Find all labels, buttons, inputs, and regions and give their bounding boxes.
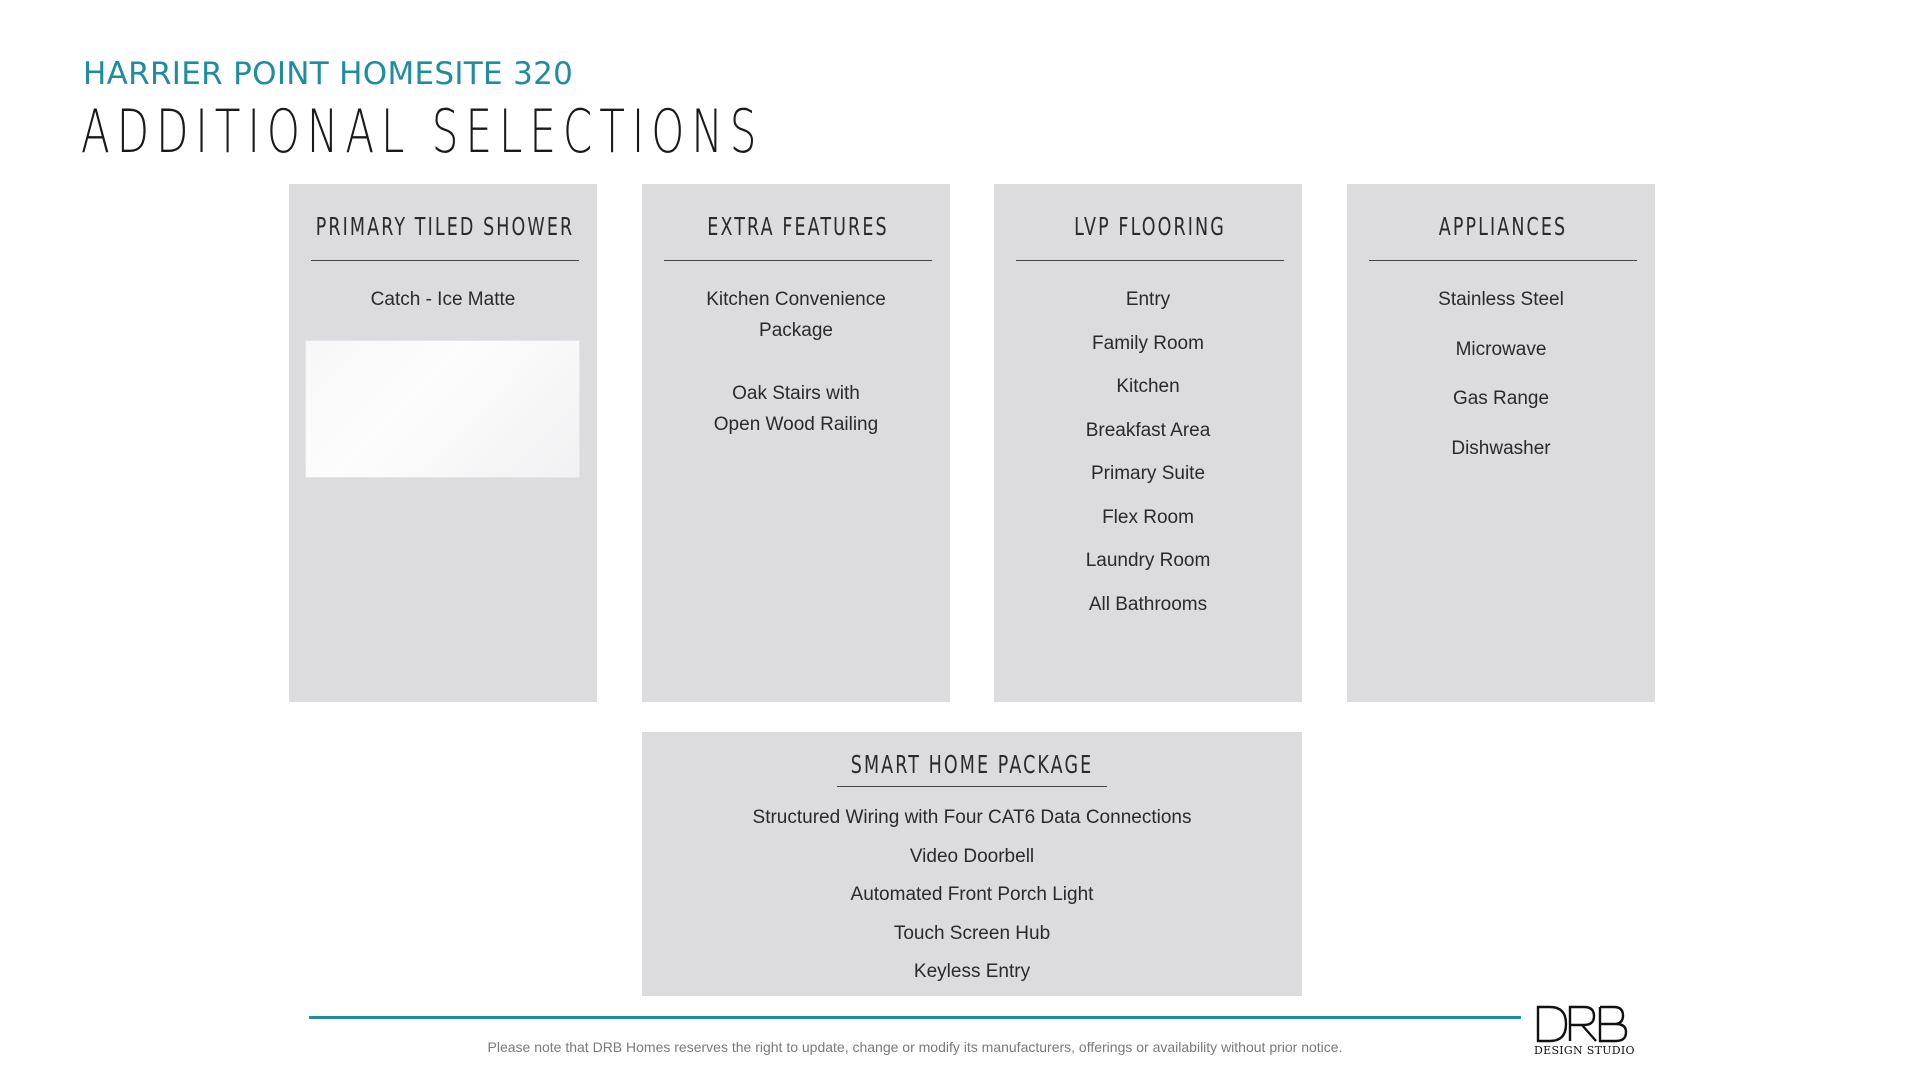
list-item: Keyless Entry bbox=[913, 961, 1031, 982]
panel-primary-tiled-shower bbox=[289, 184, 597, 702]
tile-swatch-image bbox=[305, 340, 580, 478]
list-item: Flex Room bbox=[1102, 506, 1194, 528]
panel-title: SMART HOME PACKAGE bbox=[850, 750, 1094, 779]
list-item: Automated Front Porch Light bbox=[850, 884, 1094, 905]
panel-appliances bbox=[1347, 184, 1655, 702]
list-item: Breakfast Area bbox=[1085, 419, 1211, 441]
list-item: Kitchen Convenience bbox=[706, 289, 886, 310]
list-item: Package bbox=[759, 320, 833, 341]
homesite-subtitle: HARRIER POINT HOMESITE 320 bbox=[83, 56, 574, 92]
panel-header bbox=[311, 210, 579, 261]
logo-caption: DESIGN STUDIO bbox=[1534, 1044, 1635, 1057]
panel-header bbox=[837, 748, 1107, 787]
list-item: Primary Suite bbox=[1090, 463, 1206, 484]
page-title: ADDITIONAL SELECTIONS bbox=[81, 97, 764, 167]
list-item: Stainless Steel bbox=[1438, 289, 1564, 310]
panel-title: LVP FLOORING bbox=[1074, 212, 1226, 241]
panel-title: PRIMARY TILED SHOWER bbox=[315, 212, 575, 241]
panel-title: APPLIANCES bbox=[1438, 212, 1568, 241]
panel-body bbox=[652, 284, 940, 440]
list-item: Oak Stairs with bbox=[732, 383, 860, 404]
list-item: Kitchen bbox=[1116, 376, 1180, 397]
list-item: Family Room bbox=[1092, 332, 1204, 354]
panel-body bbox=[1004, 284, 1292, 632]
panel-title: EXTRA FEATURES bbox=[707, 212, 889, 241]
panel-header bbox=[1016, 210, 1284, 261]
footer-divider bbox=[309, 1016, 1521, 1019]
panel-body bbox=[652, 802, 1292, 995]
footer-disclaimer: Please note that DRB Homes reserves the right to update, change or modify its manufacturers, offerings or availability without prior notice. bbox=[487, 1039, 1343, 1055]
list-item: Video Doorbell bbox=[909, 845, 1035, 867]
panel-body bbox=[299, 284, 587, 315]
list-item: Microwave bbox=[1455, 338, 1547, 360]
panel-lvp-flooring bbox=[994, 184, 1302, 702]
panel-header bbox=[1369, 210, 1637, 261]
panel-header bbox=[664, 210, 932, 261]
list-item: Laundry Room bbox=[1085, 550, 1211, 571]
list-item: Dishwasher bbox=[1451, 437, 1551, 459]
list-item: Open Wood Railing bbox=[713, 414, 879, 435]
panel-body bbox=[1357, 284, 1645, 482]
list-item: Entry bbox=[1125, 289, 1171, 310]
panel-smart-home-package bbox=[642, 732, 1302, 996]
list-item: Structured Wiring with Four CAT6 Data Connections bbox=[752, 807, 1192, 828]
list-item: All Bathrooms bbox=[1088, 593, 1208, 615]
list-item: Touch Screen Hub bbox=[893, 922, 1051, 944]
list-item: Catch - Ice Matte bbox=[370, 289, 516, 310]
panel-extra-features bbox=[642, 184, 950, 702]
list-item: Gas Range bbox=[1452, 388, 1550, 409]
